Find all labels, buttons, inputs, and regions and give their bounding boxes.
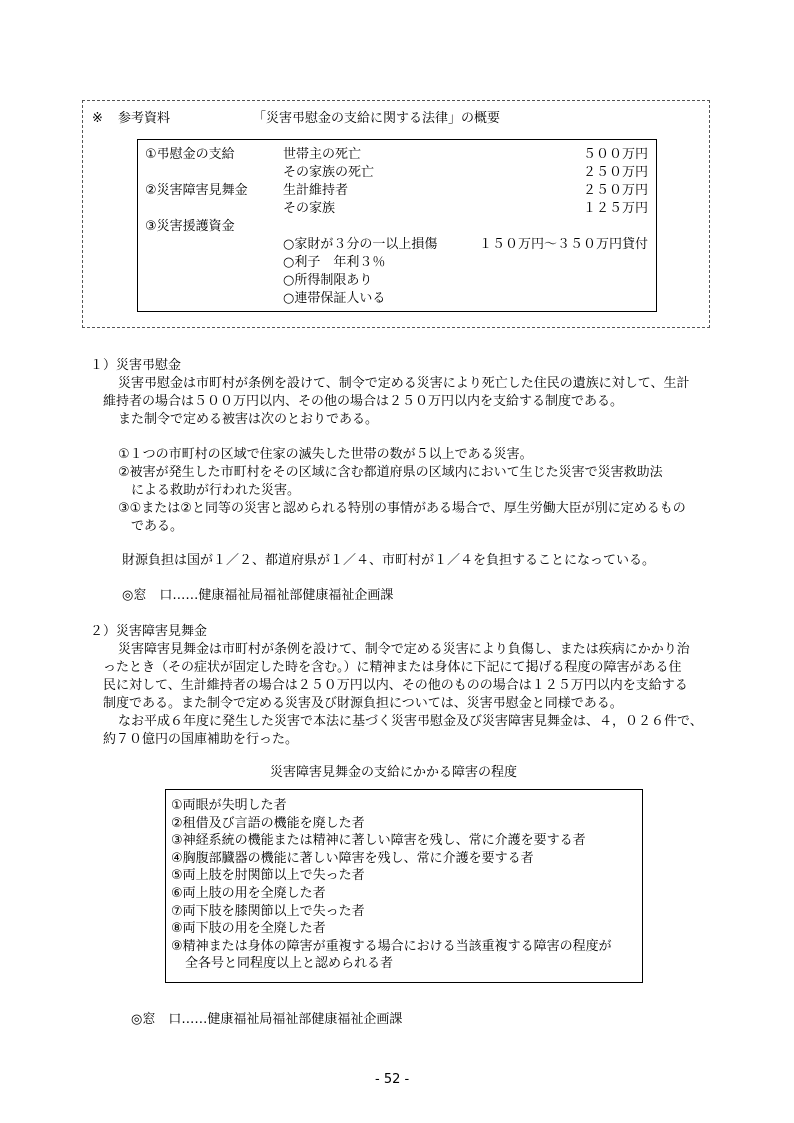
reference-cell-col2: ○所得制限あり	[283, 273, 373, 288]
disability-degree-item: ⑧両下肢の用を全廃した者	[171, 921, 326, 937]
section2-contact: ◎窓 口……健康福祉局福祉部健康福祉企画課	[131, 1012, 403, 1027]
reference-cell-col3: ５００万円	[582, 147, 648, 162]
section1-item: ②被害が発生した市町村をその区域に含む都道府県の区域内において生じた災害で災害救助法	[118, 465, 663, 480]
section1-paragraph: 維持者の場合は５００万円以内、その他の場合は２５０万円以内を支給する制度である。	[103, 394, 624, 409]
section2-paragraph: 制度である。また制令で定める災害及び財源負担については、災害弔慰金と同様である。	[103, 696, 623, 711]
disability-degree-item: ⑦両下肢を膝関節以上で失った者	[171, 903, 365, 919]
disability-degree-item: ④胸腹部臓器の機能に著しい障害を残し、常に介護を要する者	[171, 850, 534, 866]
section1-heading: １）災害弔慰金	[90, 358, 182, 373]
reference-cell-col3: ２５０万円	[582, 165, 648, 180]
section1-contact: ◎窓 口……健康福祉局福祉部健康福祉企画課	[122, 588, 394, 603]
reference-cell-col1: ①弔慰金の支給	[145, 147, 235, 162]
reference-cell-col3: ２５０万円	[582, 183, 648, 198]
reference-cell-col2: ○家財が３分の一以上損傷	[283, 237, 438, 252]
reference-cell-col2: ○利子 年利３％	[283, 255, 386, 270]
disability-degree-item: ②租借及び言語の機能を廃した者	[171, 815, 365, 831]
section2-paragraph: ったとき（その症状が固定した時を含む。）に精神または身体に下記にて掲げる程度の障害がある住	[103, 660, 682, 675]
reference-cell-col3: １５０万円～３５０万円貸付	[478, 237, 648, 252]
section1-funding: 財源負担は国が１／２、都道府県が１／４、市町村が１／４を負担することになっている。	[122, 553, 656, 568]
disability-degree-item: ⑤両上肢を肘関節以上で失った者	[171, 868, 365, 884]
disability-degree-item: ①両眼が失明した者	[171, 798, 287, 813]
disability-degree-item: ⑨精神または身体の障害が重複する場合における当該重複する障害の程度が	[171, 938, 612, 954]
section1-item: である。	[131, 519, 184, 534]
disability-degree-item: ③神経系統の機能または精神に著しい障害を残し、常に介護を要する者	[171, 833, 586, 849]
section1-paragraph: また制令で定める被害は次のとおりである。	[118, 412, 379, 427]
reference-cell-col2: ○連帯保証人いる	[283, 291, 386, 306]
section2-paragraph: なお平成６年度に発生した災害で本法に基づく災害弔慰金及び災害障害見舞金は、４，０２６件で、	[118, 714, 703, 729]
reference-label: 参考資料	[118, 111, 171, 126]
section2-paragraph: 約７０億円の国庫補助を行った。	[103, 732, 299, 747]
section1-item: による救助が行われた災害。	[131, 483, 301, 498]
reference-cell-col2: その家族	[283, 201, 336, 216]
reference-cell-col1: ③災害援護資金	[145, 219, 235, 234]
reference-title: 「災害弔慰金の支給に関する法律」の概要	[253, 111, 501, 126]
section1-paragraph: 災害弔慰金は市町村が条例を設けて、制令で定める災害により死亡した住民の遺族に対して、生計	[118, 376, 690, 391]
section1-item: ③①または②と同等の災害と認められる特別の事情がある場合で、厚生労働大臣が別に定めるもの	[118, 501, 686, 516]
disability-degree-item: 全各号と同程度以上と認められる者	[185, 956, 394, 972]
disability-degree-item: ⑥両上肢の用を全廃した者	[171, 886, 326, 901]
section2-paragraph: 災害障害見舞金は市町村が条例を設けて、制令で定める災害により負傷し、または疾病にかかり治	[118, 642, 690, 657]
section2-heading: ２）災害障害見舞金	[90, 624, 208, 639]
section2-paragraph: 民に対して、生計維持者の場合は２５０万円以内、その他のものの場合は１２５万円以内を支給する	[103, 678, 688, 693]
reference-cell-col2: 生計維持者	[283, 183, 349, 198]
reference-cell-col3: １２５万円	[582, 201, 648, 216]
section1-item: ①１つの市町村の区域で住家の滅失した世帯の数が５以上である災害。	[118, 447, 533, 462]
section2-table-title: 災害障害見舞金の支給にかかる障害の程度	[270, 765, 518, 780]
page-number: - 52 -	[375, 1072, 410, 1087]
reference-cell-col1: ②災害障害見舞金	[145, 183, 248, 198]
reference-cell-col2: その家族の死亡	[283, 165, 375, 180]
reference-mark: ※	[92, 111, 103, 126]
reference-cell-col2: 世帯主の死亡	[283, 147, 362, 162]
